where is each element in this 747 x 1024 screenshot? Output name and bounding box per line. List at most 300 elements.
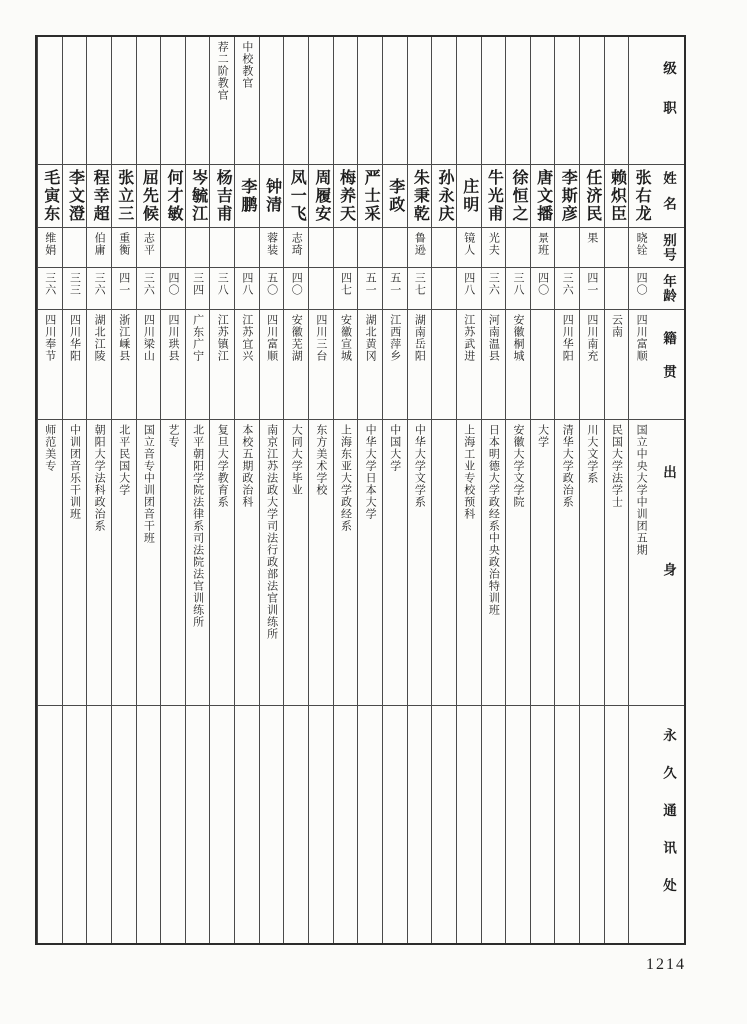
cell-name <box>555 165 579 228</box>
cell-age-text: 三六 <box>561 272 574 296</box>
cell-native <box>186 310 210 420</box>
cell-rank <box>112 37 136 165</box>
cell-rank-text: 中校教官 <box>240 41 253 89</box>
cell-name-text: 杨吉甫 <box>214 169 232 223</box>
cell-alias <box>358 228 382 268</box>
cell-age <box>383 268 407 310</box>
cell-address <box>482 706 506 937</box>
cell-rank <box>137 37 161 165</box>
cell-name-text: 任济民 <box>583 169 601 223</box>
cell-native-text: 安徽芜湖 <box>290 314 303 362</box>
cell-age-text: 四一 <box>117 272 130 296</box>
cell-name <box>63 165 87 228</box>
cell-native <box>137 310 161 420</box>
cell-origin <box>235 420 259 706</box>
cell-native-text: 四川梁山 <box>142 314 155 362</box>
cell-native <box>87 310 111 420</box>
cell-name-text: 孙永庆 <box>436 169 454 223</box>
cell-age-text: 三四 <box>191 272 204 296</box>
cell-rank <box>210 37 234 165</box>
cell-name <box>38 165 62 228</box>
cell-origin <box>629 420 653 706</box>
person-column <box>431 37 456 943</box>
person-column <box>604 37 629 943</box>
person-column <box>505 37 530 943</box>
cell-alias <box>383 228 407 268</box>
cell-origin <box>383 420 407 706</box>
cell-address <box>309 706 333 937</box>
cell-name-text: 严士采 <box>362 169 380 223</box>
cell-address <box>235 706 259 937</box>
cell-address <box>186 706 210 937</box>
cell-rank <box>383 37 407 165</box>
cell-native-text: 四川富顺 <box>635 314 648 362</box>
cell-native <box>358 310 382 420</box>
cell-age <box>629 268 653 310</box>
cell-origin-text: 中华大学日本大学 <box>364 424 377 520</box>
person-column <box>234 37 259 943</box>
cell-name-text: 程幸超 <box>91 169 109 223</box>
cell-origin <box>186 420 210 706</box>
cell-native-text: 四川华阳 <box>68 314 81 362</box>
cell-age-text: 三六 <box>142 272 155 296</box>
cell-native-text: 湖北江陵 <box>93 314 106 362</box>
cell-address <box>555 706 579 937</box>
cell-age <box>112 268 136 310</box>
cell-origin-text: 朝阳大学法科政治系 <box>93 424 106 532</box>
cell-native-text: 广东广宁 <box>191 314 204 362</box>
page-number: 1214 <box>646 956 686 973</box>
cell-age <box>531 268 555 310</box>
cell-origin <box>38 420 62 706</box>
cell-native <box>482 310 506 420</box>
cell-origin <box>334 420 358 706</box>
cell-native <box>383 310 407 420</box>
cell-origin-text: 大同大学毕业 <box>290 424 303 496</box>
cell-name-text: 张立三 <box>115 169 133 223</box>
cell-origin <box>531 420 555 706</box>
person-column <box>579 37 604 943</box>
cell-origin <box>63 420 87 706</box>
header-cell-origin <box>653 420 684 706</box>
cell-rank <box>408 37 432 165</box>
cell-age-text: 四一 <box>585 272 598 296</box>
cell-name-text: 张右龙 <box>633 169 651 223</box>
cell-name <box>260 165 284 228</box>
cell-origin-text: 本校五期政治科 <box>240 424 253 508</box>
cell-rank <box>161 37 185 165</box>
cell-name-text: 唐文播 <box>534 169 552 223</box>
cell-alias <box>161 228 185 268</box>
cell-age-text: 三三 <box>68 272 81 296</box>
cell-age <box>87 268 111 310</box>
cell-native-text: 四川南充 <box>585 314 598 362</box>
cell-age-text: 四八 <box>462 272 475 296</box>
cell-origin-text: 师范美专 <box>43 424 56 472</box>
cell-origin <box>408 420 432 706</box>
cell-origin-text: 大学 <box>536 424 549 448</box>
cell-rank <box>457 37 481 165</box>
cell-alias <box>260 228 284 268</box>
cell-alias <box>87 228 111 268</box>
cell-address <box>284 706 308 937</box>
cell-alias <box>506 228 530 268</box>
cell-native-text: 河南温县 <box>487 314 500 362</box>
cell-origin-text: 南京江苏法政大学司法行政部法官训练所 <box>265 424 278 640</box>
person-column <box>308 37 333 943</box>
cell-age-text: 四〇 <box>167 272 179 296</box>
person-column <box>136 37 161 943</box>
header-alias-label: 别号 <box>661 233 676 262</box>
cell-origin <box>210 420 234 706</box>
cell-name <box>309 165 333 228</box>
cell-name <box>506 165 530 228</box>
cell-alias <box>629 228 653 268</box>
cell-age-text: 三八 <box>216 272 229 296</box>
cell-origin-text: 川大文学系 <box>585 424 598 484</box>
cell-age <box>506 268 530 310</box>
cell-native-text: 江苏宜兴 <box>240 314 253 362</box>
cell-alias <box>309 228 333 268</box>
cell-origin <box>161 420 185 706</box>
cell-name-text: 梅养天 <box>337 169 355 223</box>
cell-name-text: 庄明 <box>460 178 478 214</box>
cell-name-text: 毛寅东 <box>41 169 59 223</box>
cell-rank <box>605 37 629 165</box>
cell-address <box>38 706 62 937</box>
cell-alias <box>334 228 358 268</box>
cell-origin-text: 北平民国大学 <box>117 424 130 496</box>
cell-age-text: 五〇 <box>265 272 278 296</box>
cell-age-text: 五一 <box>364 272 377 296</box>
cell-rank-text: 荐二阶教官 <box>216 41 229 101</box>
cell-name <box>629 165 653 228</box>
cell-name-text: 屈先候 <box>140 169 158 223</box>
cell-origin-text: 艺专 <box>167 424 179 448</box>
cell-native <box>161 310 185 420</box>
cell-origin-text: 国立中央大学中训团五期 <box>635 424 648 556</box>
cell-age <box>210 268 234 310</box>
cell-origin-text: 东方美术学校 <box>314 424 327 496</box>
person-column <box>407 37 432 943</box>
cell-alias <box>63 228 87 268</box>
cell-rank <box>580 37 604 165</box>
cell-native <box>506 310 530 420</box>
person-column <box>209 37 234 943</box>
cell-native <box>38 310 62 420</box>
cell-origin-text: 上海工业专校预科 <box>462 424 475 520</box>
header-address-label: 永久通讯处 <box>661 727 676 916</box>
cell-age-text: 三八 <box>511 272 524 296</box>
cell-age <box>38 268 62 310</box>
cell-native-text: 四川奉节 <box>43 314 56 362</box>
cell-origin <box>457 420 481 706</box>
person-column <box>382 37 407 943</box>
cell-rank <box>309 37 333 165</box>
cell-origin-text: 复旦大学教育系 <box>216 424 229 508</box>
cell-origin-text: 民国大学法学士 <box>610 424 623 508</box>
cell-age-text: 四七 <box>339 272 352 296</box>
cell-name-text: 钟清 <box>263 178 281 214</box>
cell-age <box>161 268 185 310</box>
cell-origin <box>260 420 284 706</box>
cell-name <box>358 165 382 228</box>
cell-age <box>432 268 456 310</box>
cell-age <box>334 268 358 310</box>
cell-age <box>186 268 210 310</box>
cell-alias-text: 景班 <box>536 232 549 256</box>
cell-origin-text: 国立音专中训团音干班 <box>142 424 155 544</box>
cell-age-text: 三六 <box>93 272 106 296</box>
cell-name <box>210 165 234 228</box>
cell-native <box>432 310 456 420</box>
cell-alias-text: 维娟 <box>43 232 56 256</box>
person-column <box>185 37 210 943</box>
cell-native <box>63 310 87 420</box>
cell-native-text: 江苏武进 <box>462 314 475 362</box>
cell-alias-text: 重衡 <box>117 232 130 256</box>
cell-alias <box>235 228 259 268</box>
cell-address <box>334 706 358 937</box>
cell-alias-text: 镜人 <box>462 232 475 256</box>
cell-name-text: 何才敏 <box>165 169 182 223</box>
cell-native-text: 四川三台 <box>314 314 327 362</box>
cell-name-text: 牛光甫 <box>485 169 503 223</box>
cell-origin-text: 安徽大学文学院 <box>511 424 524 508</box>
cell-native <box>531 310 555 420</box>
cell-age <box>260 268 284 310</box>
cell-origin <box>580 420 604 706</box>
cell-native <box>408 310 432 420</box>
cell-origin <box>482 420 506 706</box>
person-column <box>530 37 555 943</box>
person-column <box>481 37 506 943</box>
cell-alias-text: 鲁逊 <box>413 232 426 256</box>
cell-native <box>235 310 259 420</box>
cell-rank <box>235 37 259 165</box>
cell-alias-text: 志平 <box>142 232 155 256</box>
person-column <box>456 37 481 943</box>
cell-origin <box>284 420 308 706</box>
cell-name <box>284 165 308 228</box>
cell-age <box>137 268 161 310</box>
cell-age <box>63 268 87 310</box>
cell-rank <box>432 37 456 165</box>
cell-address <box>161 706 185 937</box>
cell-alias-text: 伯庸 <box>93 232 106 256</box>
cell-alias <box>210 228 234 268</box>
cell-alias-text: 晓铨 <box>635 232 648 256</box>
cell-origin-text: 中国大学 <box>388 424 401 472</box>
person-column <box>37 37 62 943</box>
cell-name <box>482 165 506 228</box>
cell-alias <box>457 228 481 268</box>
cell-alias <box>605 228 629 268</box>
cell-native-text: 四川富顺 <box>265 314 278 362</box>
person-column <box>628 37 653 943</box>
person-column <box>259 37 284 943</box>
cell-age <box>555 268 579 310</box>
cell-name <box>161 165 185 228</box>
cell-age-text: 四〇 <box>536 272 549 296</box>
cell-alias <box>38 228 62 268</box>
cell-alias <box>284 228 308 268</box>
header-rank-label: 级职 <box>661 61 676 140</box>
cell-rank <box>38 37 62 165</box>
cell-address <box>506 706 530 937</box>
cell-rank <box>334 37 358 165</box>
cell-name-text: 周履安 <box>312 169 330 223</box>
cell-age-text: 五一 <box>388 272 401 296</box>
cell-rank <box>186 37 210 165</box>
cell-name <box>235 165 259 228</box>
person-column <box>554 37 579 943</box>
cell-name <box>186 165 210 228</box>
cell-origin-text: 日本明德大学政经系中央政治特训班 <box>487 424 500 616</box>
person-column <box>62 37 87 943</box>
cell-alias-text: 蓉装 <box>265 232 278 256</box>
cell-rank <box>506 37 530 165</box>
cell-native <box>555 310 579 420</box>
cell-age <box>358 268 382 310</box>
cell-native-text: 湖北黄冈 <box>364 314 377 362</box>
cell-origin <box>555 420 579 706</box>
cell-name-text: 李鹏 <box>238 178 256 214</box>
cell-address <box>383 706 407 937</box>
cell-age-text: 四八 <box>240 272 253 296</box>
cell-native <box>605 310 629 420</box>
cell-alias <box>432 228 456 268</box>
header-cell-rank <box>653 37 684 165</box>
cell-alias <box>408 228 432 268</box>
cell-age <box>408 268 432 310</box>
cell-rank <box>63 37 87 165</box>
cell-native <box>334 310 358 420</box>
header-cell-native <box>653 310 684 420</box>
cell-name <box>432 165 456 228</box>
cell-origin-text: 清华大学政治系 <box>561 424 574 508</box>
personnel-registry-table <box>35 35 686 945</box>
person-column <box>160 37 185 943</box>
cell-age-text: 四〇 <box>290 272 303 296</box>
cell-age <box>580 268 604 310</box>
cell-address <box>260 706 284 937</box>
header-cell-address <box>653 706 684 937</box>
cell-age <box>284 268 308 310</box>
cell-address <box>210 706 234 937</box>
cell-origin <box>605 420 629 706</box>
cell-address <box>531 706 555 937</box>
cell-name <box>87 165 111 228</box>
cell-native <box>580 310 604 420</box>
cell-native <box>629 310 653 420</box>
cell-alias <box>186 228 210 268</box>
cell-native <box>309 310 333 420</box>
cell-alias <box>112 228 136 268</box>
cell-rank <box>87 37 111 165</box>
cell-name <box>383 165 407 228</box>
cell-origin-text: 中华大学文学系 <box>413 424 426 508</box>
cell-name <box>334 165 358 228</box>
cell-address <box>432 706 456 937</box>
cell-name <box>531 165 555 228</box>
person-column <box>333 37 358 943</box>
cell-origin <box>358 420 382 706</box>
cell-origin-text: 上海东亚大学政经系 <box>339 424 352 532</box>
cell-alias <box>531 228 555 268</box>
cell-native-text: 安徽桐城 <box>511 314 524 362</box>
cell-name <box>137 165 161 228</box>
cell-origin <box>309 420 333 706</box>
cell-origin <box>112 420 136 706</box>
cell-native-text: 四川华阳 <box>561 314 574 362</box>
cell-alias-text: 果 <box>585 232 598 244</box>
cell-native-text: 安徽宣城 <box>339 314 352 362</box>
cell-rank <box>531 37 555 165</box>
cell-name <box>112 165 136 228</box>
cell-rank <box>629 37 653 165</box>
cell-name-text: 李斯彦 <box>559 169 577 223</box>
cell-rank <box>284 37 308 165</box>
cell-rank <box>260 37 284 165</box>
header-cell-age <box>653 268 684 310</box>
cell-native-text: 云南 <box>610 314 623 338</box>
cell-native-text: 江苏镇江 <box>216 314 229 362</box>
cell-name <box>457 165 481 228</box>
cell-origin <box>506 420 530 706</box>
cell-origin <box>432 420 456 706</box>
cell-address <box>87 706 111 937</box>
cell-address <box>408 706 432 937</box>
cell-native <box>284 310 308 420</box>
cell-name-text: 赖炽臣 <box>608 169 626 223</box>
cell-name-text: 徐恒之 <box>509 169 527 223</box>
person-column <box>357 37 382 943</box>
cell-address <box>112 706 136 937</box>
person-column <box>111 37 136 943</box>
cell-age-text: 三七 <box>413 272 426 296</box>
cell-origin <box>137 420 161 706</box>
cell-native-text: 江西萍乡 <box>388 314 401 362</box>
cell-origin-text: 中训团音乐干训班 <box>68 424 81 520</box>
cell-name-text: 朱秉乾 <box>411 169 429 223</box>
cell-address <box>457 706 481 937</box>
cell-native-text: 湖南岳阳 <box>413 314 426 362</box>
cell-age <box>482 268 506 310</box>
header-name-label: 姓名 <box>661 170 676 222</box>
cell-age <box>605 268 629 310</box>
cell-origin <box>87 420 111 706</box>
cell-name-text: 岑毓江 <box>189 169 207 223</box>
cell-name-text: 李文澄 <box>66 169 84 223</box>
cell-age-text: 三六 <box>43 272 56 296</box>
cell-native <box>210 310 234 420</box>
cell-address <box>358 706 382 937</box>
cell-name <box>605 165 629 228</box>
cell-native <box>260 310 284 420</box>
cell-address <box>605 706 629 937</box>
cell-alias-text: 光夫 <box>487 232 500 256</box>
cell-name <box>580 165 604 228</box>
table-header-column <box>653 37 684 943</box>
cell-alias <box>137 228 161 268</box>
header-cell-name <box>653 165 684 228</box>
cell-origin-text: 北平朝阳学院法律系司法院法官训练所 <box>191 424 204 628</box>
cell-name <box>408 165 432 228</box>
person-column <box>283 37 308 943</box>
cell-age <box>235 268 259 310</box>
cell-age-text: 三六 <box>487 272 500 296</box>
